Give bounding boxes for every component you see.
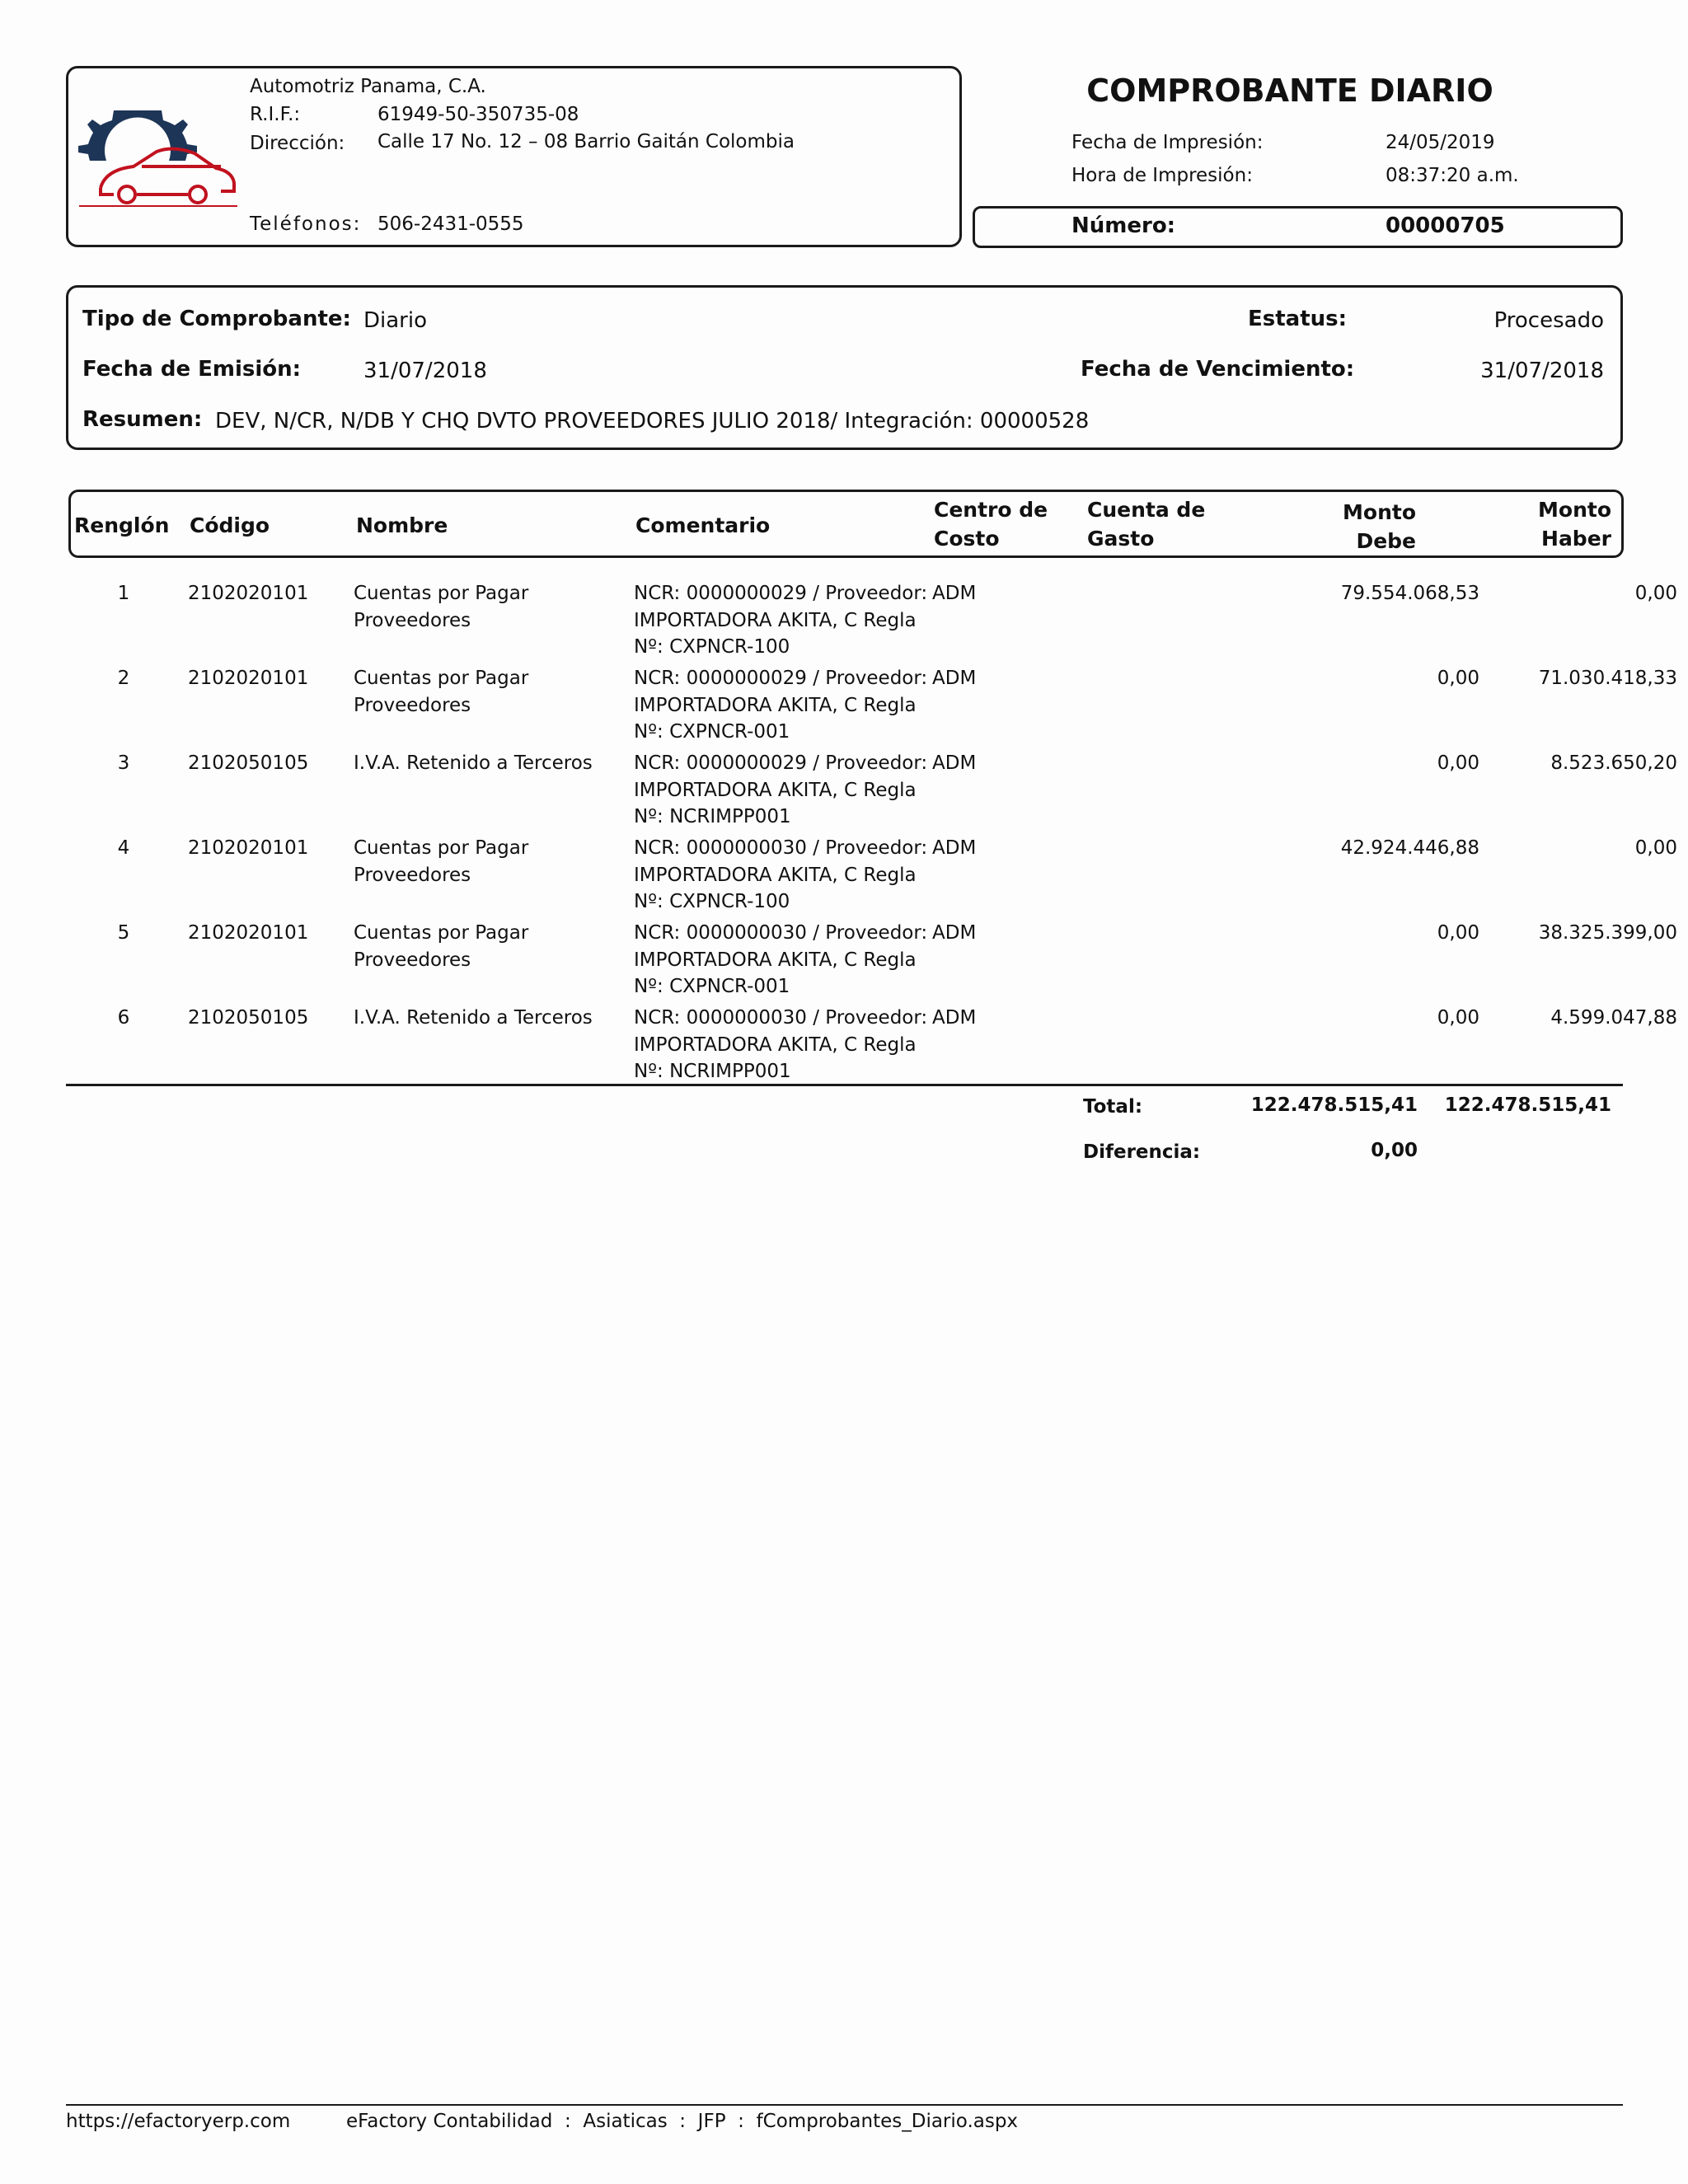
row-credit: 0,00 — [1634, 837, 1677, 859]
summary-value: DEV, N/CR, N/DB Y CHQ DVTO PROVEEDORES JULIO 2018/ Integración: 00000528 — [215, 409, 1090, 434]
col-header-code: Código — [190, 513, 270, 537]
row-name: Cuentas por Pagar Proveedores — [354, 837, 529, 886]
row-credit: 8.523.650,20 — [1550, 752, 1677, 774]
print-time-label: Hora de Impresión: — [1071, 165, 1253, 186]
row-comment: NCR: 0000000029 / Proveedor: IMPORTADORA AKITA, C Regla Nº: CXPNCR-100 — [634, 583, 928, 658]
print-time: 08:37:20 a.m. — [1386, 165, 1519, 186]
row-debit: 0,00 — [1437, 922, 1479, 944]
col-header-debit: Monto Debe — [1343, 500, 1416, 553]
difference-value: 0,00 — [1371, 1140, 1418, 1161]
row-credit: 38.325.399,00 — [1538, 922, 1677, 944]
table-row — [66, 835, 1677, 920]
print-date: 24/05/2019 — [1386, 132, 1495, 153]
company-logo — [76, 91, 241, 214]
row-name: I.V.A. Retenido a Terceros — [354, 752, 593, 774]
row-number: 3 — [117, 752, 130, 774]
address-label: Dirección: — [250, 133, 345, 154]
summary-label: Resumen: — [82, 407, 203, 432]
row-credit: 71.030.418,33 — [1538, 668, 1677, 689]
table-row — [66, 920, 1677, 1005]
row-code: 2102020101 — [188, 922, 309, 944]
row-credit: 0,00 — [1634, 583, 1677, 604]
row-name: Cuentas por Pagar Proveedores — [354, 583, 529, 631]
row-comment: NCR: 0000000029 / Proveedor: IMPORTADORA AKITA, C Regla Nº: NCRIMPP001 — [634, 752, 928, 827]
row-cost-center: ADM — [932, 1007, 977, 1029]
row-cost-center: ADM — [932, 583, 977, 604]
issue-label: Fecha de Emisión: — [82, 357, 302, 382]
document-title: COMPROBANTE DIARIO — [1086, 73, 1493, 109]
status-label: Estatus: — [1248, 307, 1348, 331]
footer-url[interactable]: https://efactoryerp.com — [66, 2111, 291, 2132]
rif-value: 61949-50-350735-08 — [377, 104, 579, 125]
row-debit: 0,00 — [1437, 752, 1479, 774]
row-cost-center: ADM — [932, 752, 977, 774]
phone-label: Teléfonos: — [250, 213, 362, 235]
status-value: Procesado — [1493, 308, 1604, 333]
total-label: Total: — [1083, 1096, 1143, 1118]
address-value: Calle 17 No. 12 – 08 Barrio Gaitán Colombia — [377, 131, 795, 152]
row-code: 2102050105 — [188, 1007, 309, 1029]
number-value: 00000705 — [1386, 213, 1505, 238]
row-number: 1 — [117, 583, 130, 604]
total-credit: 122.478.515,41 — [1444, 1094, 1611, 1116]
row-cost-center: ADM — [932, 668, 977, 689]
type-label: Tipo de Comprobante: — [82, 307, 351, 331]
row-name: Cuentas por Pagar Proveedores — [354, 668, 529, 716]
footer-path: eFactory Contabilidad : Asiaticas : JFP : fComprobantes_Diario.aspx — [346, 2111, 1019, 2132]
due-value: 31/07/2018 — [1480, 359, 1604, 383]
col-header-row: Renglón — [74, 513, 170, 537]
row-comment: NCR: 0000000029 / Proveedor: IMPORTADORA AKITA, C Regla Nº: CXPNCR-001 — [634, 668, 928, 743]
company-name: Automotriz Panama, C.A. — [250, 76, 486, 97]
col-header-name: Nombre — [356, 513, 448, 537]
phone-value: 506-2431-0555 — [377, 213, 524, 235]
row-debit: 0,00 — [1437, 668, 1479, 689]
col-header-expense: Cuenta de Gasto — [1087, 498, 1206, 551]
row-code: 2102020101 — [188, 837, 309, 859]
number-label: Número: — [1071, 213, 1176, 238]
row-debit: 79.554.068,53 — [1340, 583, 1479, 604]
row-number: 4 — [117, 837, 130, 859]
row-comment: NCR: 0000000030 / Proveedor: IMPORTADORA AKITA, C Regla Nº: CXPNCR-100 — [634, 837, 928, 912]
row-cost-center: ADM — [932, 922, 977, 944]
col-header-comment: Comentario — [635, 513, 771, 537]
table-row — [66, 580, 1677, 665]
row-name: Cuentas por Pagar Proveedores — [354, 922, 529, 971]
row-comment: NCR: 0000000030 / Proveedor: IMPORTADORA AKITA, C Regla Nº: CXPNCR-001 — [634, 922, 928, 997]
table-row — [66, 665, 1677, 750]
row-cost-center: ADM — [932, 837, 977, 859]
row-credit: 4.599.047,88 — [1550, 1007, 1677, 1029]
col-header-credit: Monto Haber — [1538, 498, 1611, 551]
row-number: 5 — [117, 922, 130, 944]
col-header-cost-center: Centro de Costo — [934, 498, 1048, 551]
row-debit: 0,00 — [1437, 1007, 1479, 1029]
table-row — [66, 750, 1677, 835]
difference-label: Diferencia: — [1083, 1141, 1201, 1163]
table-row — [66, 1005, 1677, 1090]
row-comment: NCR: 0000000030 / Proveedor: IMPORTADORA AKITA, C Regla Nº: NCRIMPP001 — [634, 1007, 928, 1082]
number-box — [973, 206, 1623, 248]
row-code: 2102020101 — [188, 583, 309, 604]
row-code: 2102050105 — [188, 752, 309, 774]
due-label: Fecha de Vencimiento: — [1081, 357, 1355, 382]
row-debit: 42.924.446,88 — [1340, 837, 1479, 859]
gear-car-logo-icon — [76, 91, 241, 214]
print-date-label: Fecha de Impresión: — [1071, 132, 1264, 153]
row-code: 2102020101 — [188, 668, 309, 689]
row-number: 6 — [117, 1007, 130, 1029]
issue-value: 31/07/2018 — [363, 359, 487, 383]
totals-divider — [66, 1084, 1623, 1086]
row-number: 2 — [117, 668, 130, 689]
row-name: I.V.A. Retenido a Terceros — [354, 1007, 593, 1029]
rif-label: R.I.F.: — [250, 104, 301, 125]
footer-divider — [66, 2104, 1623, 2106]
total-debit: 122.478.515,41 — [1250, 1094, 1418, 1116]
type-value: Diario — [363, 308, 427, 333]
